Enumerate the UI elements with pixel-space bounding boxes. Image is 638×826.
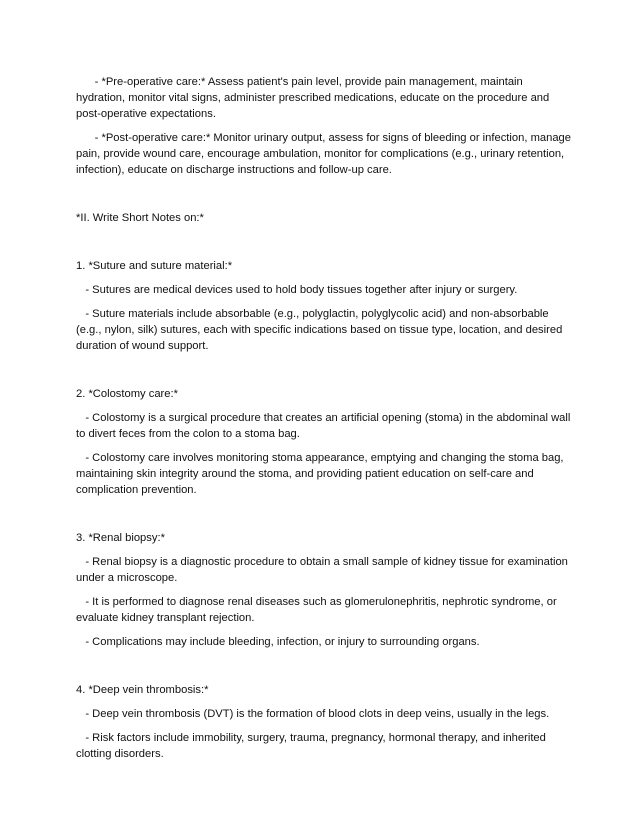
postoperative-care-paragraph: - *Post-operative care:* Monitor urinary output, assess for signs of bleeding or infection, manage pain, provide wound care, encourage ambulation, monitor for complications (e.g., urinary retention, infection), educate on discharge instructions and follow-up care.	[76, 132, 575, 176]
note-point: - Sutures are medical devices used to hold body tissues together after injury or surgery.	[76, 284, 518, 296]
note-point: - Colostomy care involves monitoring stoma appearance, emptying and changing the stoma bag, maintaining skin integrity around the stoma, and providing patient education on self-care and complication prevention.	[76, 452, 567, 496]
note-heading: 4. *Deep vein thrombosis:*	[76, 684, 209, 696]
note-point: - Risk factors include immobility, surgery, trauma, pregnancy, hormonal therapy, and inherited clotting disorders.	[76, 732, 549, 760]
spacer	[76, 234, 572, 258]
note-point: - Colostomy is a surgical procedure that creates an artificial opening (stoma) in the abdominal wall to divert feces from the colon to a stoma bag.	[76, 412, 574, 440]
spacer	[76, 658, 572, 682]
section-title: *II. Write Short Notes on:*	[76, 212, 204, 224]
preoperative-care-paragraph: - *Pre-operative care:* Assess patient's pain level, provide pain management, maintain hydration, monitor vital signs, administer prescribed medications, educate on the procedure and post-operative expectations.	[76, 76, 553, 120]
note-heading: 3. *Renal biopsy:*	[76, 532, 165, 544]
note-suture	[76, 258, 572, 354]
note-point: - Suture materials include absorbable (e.g., polyglactin, polyglycolic acid) and non-absorbable (e.g., nylon, silk) sutures, each with specific indications based on tissue type, location, and desired duration of wound support.	[76, 308, 566, 352]
note-colostomy	[76, 386, 572, 498]
note-point: - It is performed to diagnose renal diseases such as glomerulonephritis, nephrotic syndrome, or evaluate kidney transplant rejection.	[76, 596, 560, 624]
note-point: - Complications may include bleeding, infection, or injury to surrounding organs.	[76, 636, 480, 648]
spacer	[76, 506, 572, 530]
note-heading: 1. *Suture and suture material:*	[76, 260, 233, 272]
spacer	[76, 186, 572, 210]
note-dvt	[76, 682, 572, 762]
note-heading: 2. *Colostomy care:*	[76, 388, 178, 400]
document-page	[76, 74, 575, 770]
note-point: - Deep vein thrombosis (DVT) is the formation of blood clots in deep veins, usually in the legs.	[76, 708, 550, 720]
note-renal-biopsy	[76, 530, 572, 650]
note-point: - Renal biopsy is a diagnostic procedure to obtain a small sample of kidney tissue for examination under a microscope.	[76, 556, 571, 584]
spacer	[76, 362, 572, 386]
